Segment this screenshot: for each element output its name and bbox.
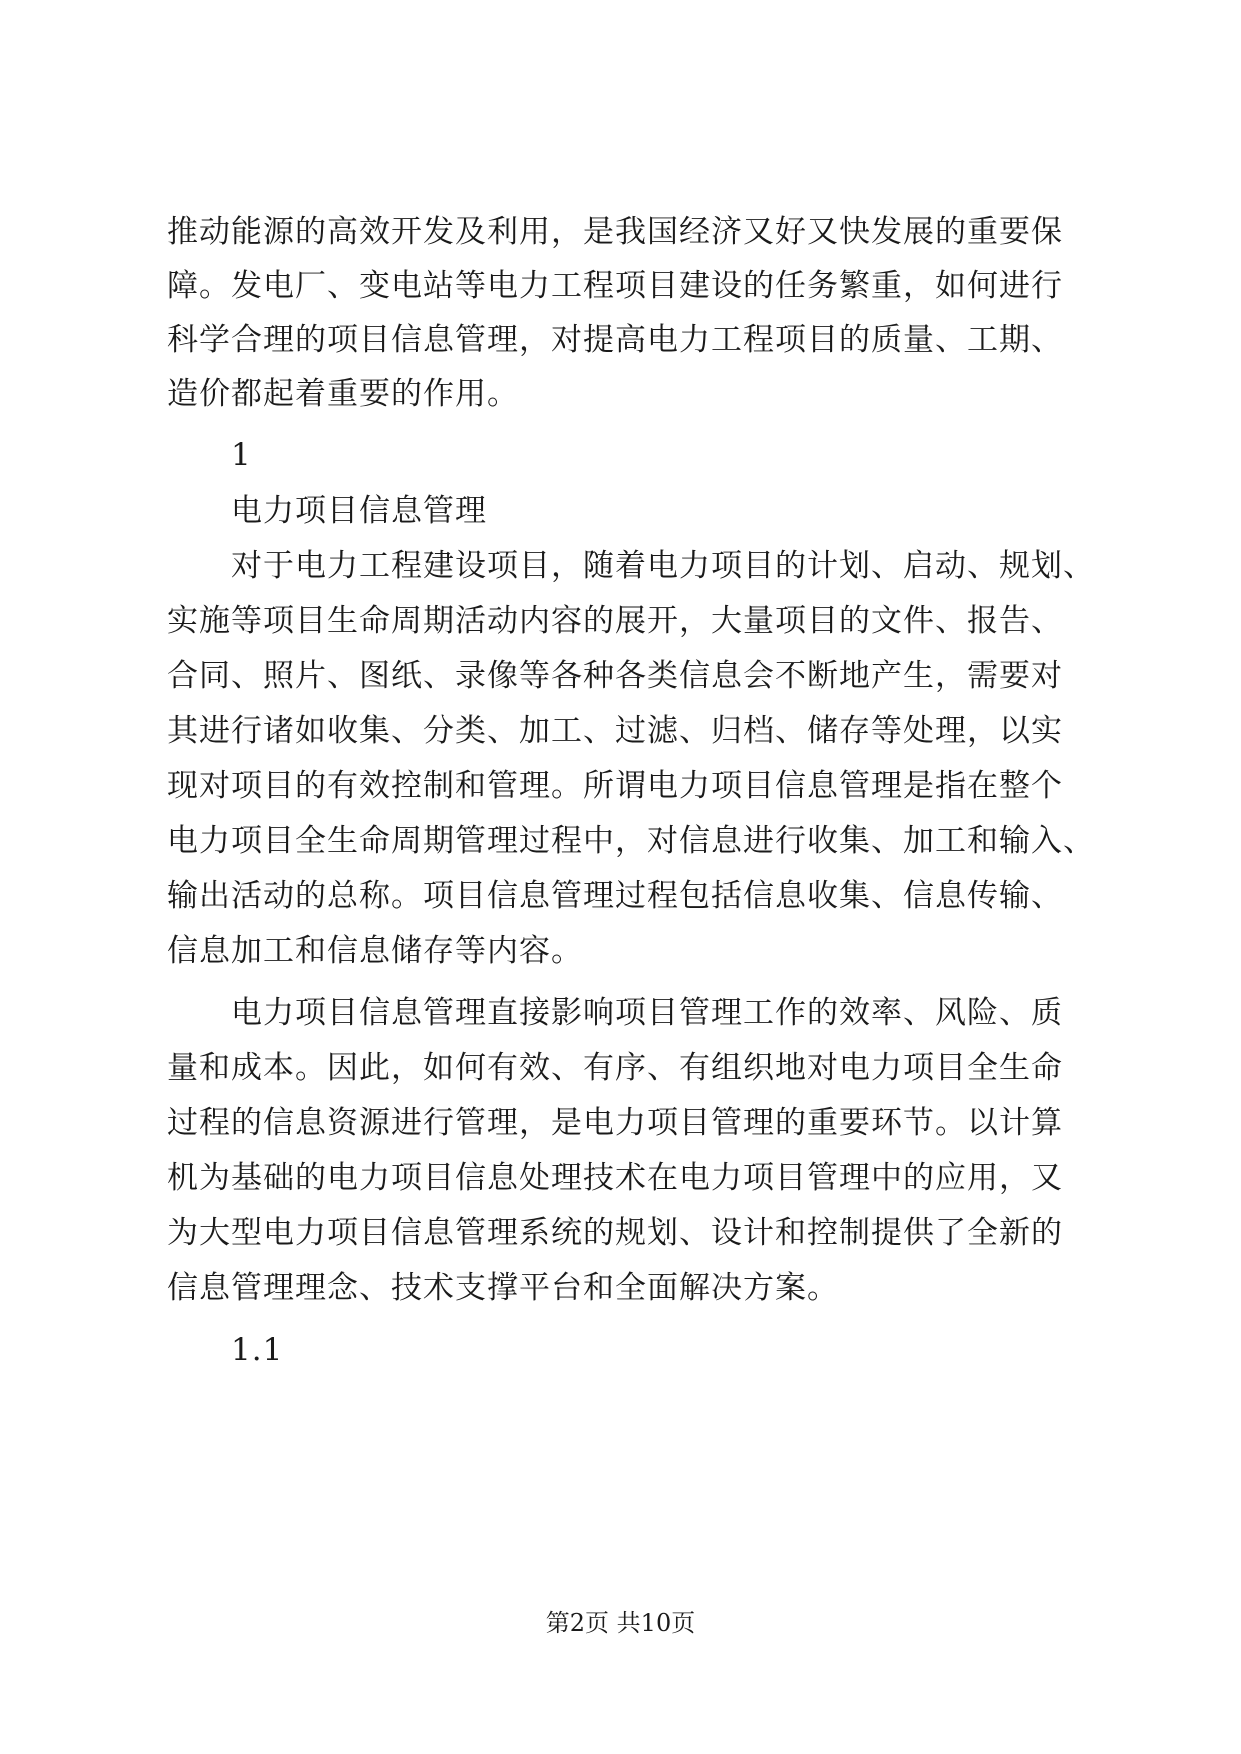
section-number: 1 [231,437,252,473]
text-line: 其进行诸如收集、分类、加工、过滤、归档、储存等处理，以实 [167,713,1063,749]
text-line: 机为基础的电力项目信息处理技术在电力项目管理中的应用，又 [167,1160,1063,1196]
subsection-number: 1.1 [231,1332,284,1368]
text-line: 信息管理理念、技术支撑平台和全面解决方案。 [167,1270,839,1306]
text-line: 过程的信息资源进行管理，是电力项目管理的重要环节。以计算 [167,1105,1063,1141]
text-line: 电力项目全生命周期管理过程中，对信息进行收集、加工和输入、 [167,823,1095,859]
text-line: 量和成本。因此，如何有效、有序、有组织地对电力项目全生命 [167,1050,1063,1086]
text-line: 电力项目信息管理直接影响项目管理工作的效率、风险、质 [231,995,1063,1031]
text-line: 现对项目的有效控制和管理。所谓电力项目信息管理是指在整个 [167,768,1063,804]
page-footer: 第2页 共10页 [545,1609,696,1637]
text-line: 输出活动的总称。项目信息管理过程包括信息收集、信息传输、 [167,878,1063,914]
text-line: 信息加工和信息储存等内容。 [167,933,583,969]
text-line: 实施等项目生命周期活动内容的展开，大量项目的文件、报告、 [167,603,1063,639]
text-line: 科学合理的项目信息管理，对提高电力工程项目的质量、工期、 [167,322,1063,358]
section-title: 电力项目信息管理 [231,493,487,529]
text-line: 为大型电力项目信息管理系统的规划、设计和控制提供了全新的 [167,1215,1063,1251]
text-line: 障。发电厂、变电站等电力工程项目建设的任务繁重，如何进行 [167,268,1063,304]
text-line: 推动能源的高效开发及利用，是我国经济又好又快发展的重要保 [167,214,1063,250]
text-line: 造价都起着重要的作用。 [167,376,519,412]
text-line: 合同、照片、图纸、录像等各种各类信息会不断地产生，需要对 [167,658,1063,694]
text-line: 对于电力工程建设项目，随着电力项目的计划、启动、规划、 [231,548,1095,584]
